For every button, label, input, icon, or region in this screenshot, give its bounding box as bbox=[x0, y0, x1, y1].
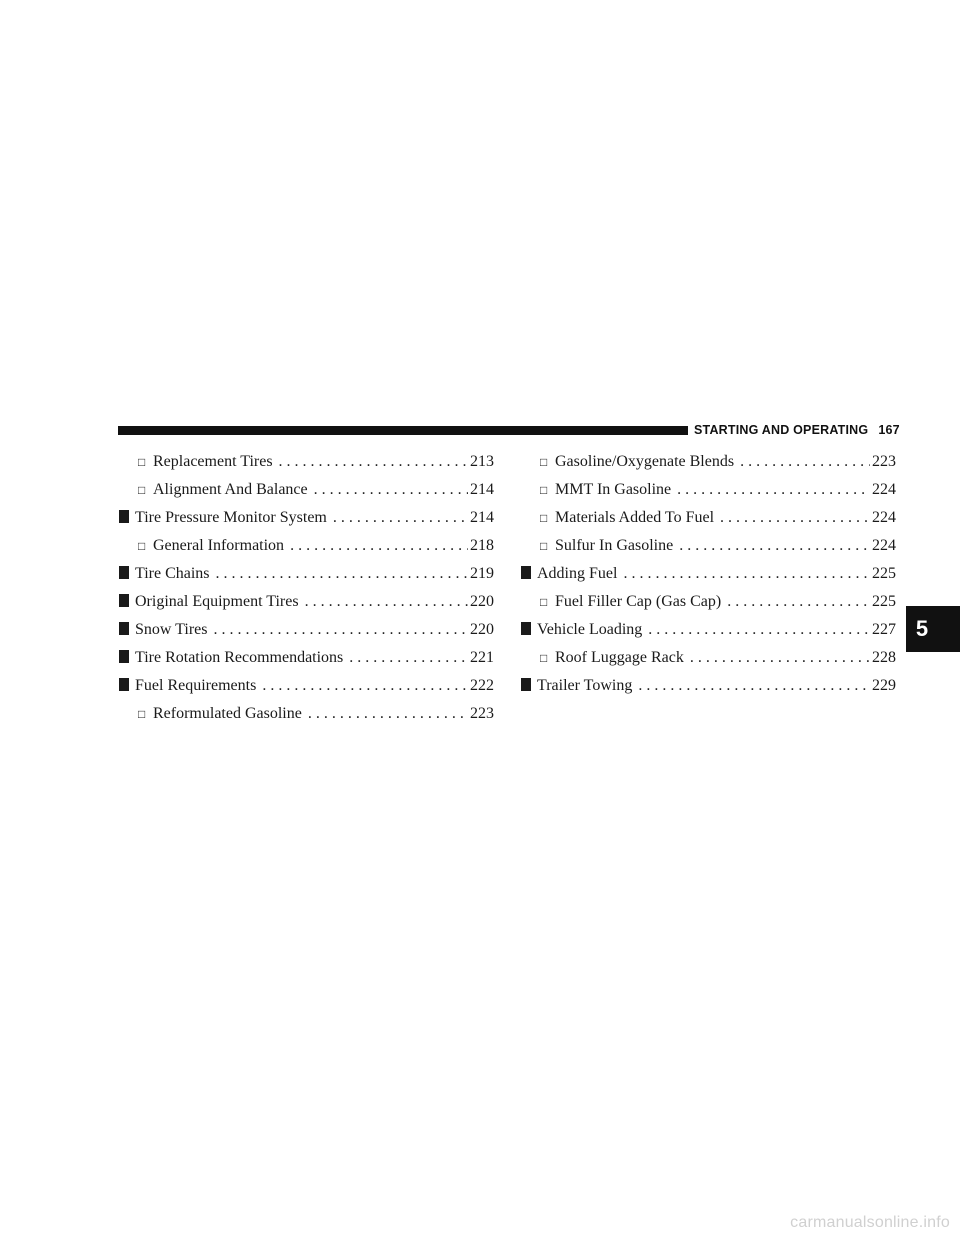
toc-entry-title: Adding Fuel bbox=[537, 565, 618, 582]
filled-square-bullet-icon bbox=[521, 678, 531, 691]
dot-leader bbox=[648, 616, 870, 644]
open-square-bullet-icon: □ bbox=[540, 483, 548, 497]
toc-entry-title: MMT In Gasoline bbox=[555, 481, 672, 498]
dot-leader bbox=[262, 672, 468, 700]
open-square-bullet-icon: □ bbox=[540, 511, 548, 525]
dot-leader bbox=[290, 532, 468, 560]
toc-entry-page: 221 bbox=[470, 649, 494, 666]
toc-entry-page: 220 bbox=[470, 593, 494, 610]
dot-leader bbox=[679, 532, 870, 560]
watermark: carmanualsonline.info bbox=[790, 1214, 950, 1231]
open-square-bullet-icon: □ bbox=[138, 707, 146, 721]
toc-entry[interactable] bbox=[119, 616, 494, 644]
dot-leader bbox=[677, 476, 870, 504]
open-square-bullet-icon: □ bbox=[138, 483, 146, 497]
dot-leader bbox=[333, 504, 468, 532]
open-square-bullet-icon: □ bbox=[138, 455, 146, 469]
toc-entry-title: Vehicle Loading bbox=[537, 621, 643, 638]
dot-leader bbox=[727, 588, 870, 616]
toc-entry-page: 223 bbox=[872, 453, 896, 470]
dot-leader bbox=[314, 476, 468, 504]
toc-entry-title: Replacement Tires bbox=[153, 453, 273, 470]
toc-entry[interactable] bbox=[119, 588, 494, 616]
open-square-bullet-icon: □ bbox=[540, 455, 548, 469]
page-number: 167 bbox=[878, 423, 900, 437]
filled-square-bullet-icon bbox=[521, 622, 531, 635]
dot-leader bbox=[690, 644, 870, 672]
toc-entry-page: 227 bbox=[872, 621, 896, 638]
toc-entry[interactable] bbox=[521, 560, 896, 588]
running-header bbox=[694, 421, 900, 439]
toc-entry[interactable] bbox=[521, 644, 896, 672]
toc-entry-title: Fuel Filler Cap (Gas Cap) bbox=[555, 593, 722, 610]
toc-entry-title: Reformulated Gasoline bbox=[153, 705, 302, 722]
open-square-bullet-icon: □ bbox=[540, 595, 548, 609]
toc-entry[interactable] bbox=[119, 448, 494, 476]
header-rule bbox=[118, 426, 688, 435]
toc-entry-page: 225 bbox=[872, 565, 896, 582]
filled-square-bullet-icon bbox=[119, 594, 129, 607]
open-square-bullet-icon: □ bbox=[540, 539, 548, 553]
toc-entry[interactable] bbox=[119, 672, 494, 700]
toc-entry-title: Fuel Requirements bbox=[135, 677, 257, 694]
toc-entry-page: 224 bbox=[872, 481, 896, 498]
toc-entry-page: 224 bbox=[872, 509, 896, 526]
section-title: STARTING AND OPERATING bbox=[694, 423, 869, 437]
toc-entry-title: Alignment And Balance bbox=[153, 481, 308, 498]
filled-square-bullet-icon bbox=[119, 678, 129, 691]
dot-leader bbox=[279, 448, 468, 476]
dot-leader bbox=[638, 672, 870, 700]
toc-entry[interactable] bbox=[119, 644, 494, 672]
toc-entry-title: Tire Pressure Monitor System bbox=[135, 509, 327, 526]
dot-leader bbox=[213, 616, 468, 644]
dot-leader bbox=[308, 700, 468, 728]
toc-entry[interactable] bbox=[521, 616, 896, 644]
toc-entry-title: Tire Rotation Recommendations bbox=[135, 649, 344, 666]
toc-entry[interactable] bbox=[521, 476, 896, 504]
toc-entry-page: 228 bbox=[872, 649, 896, 666]
toc-entry-page: 229 bbox=[872, 677, 896, 694]
open-square-bullet-icon: □ bbox=[138, 539, 146, 553]
toc-entry[interactable] bbox=[521, 504, 896, 532]
toc-entry-title: Trailer Towing bbox=[537, 677, 633, 694]
toc-entry-title: Sulfur In Gasoline bbox=[555, 537, 674, 554]
dot-leader bbox=[349, 644, 468, 672]
toc-entry[interactable] bbox=[119, 504, 494, 532]
dot-leader bbox=[216, 560, 468, 588]
toc-entry-page: 223 bbox=[470, 705, 494, 722]
toc-entry-page: 213 bbox=[470, 453, 494, 470]
toc-entry-title: Roof Luggage Rack bbox=[555, 649, 684, 666]
toc-column-left bbox=[119, 448, 494, 728]
toc-entry[interactable] bbox=[521, 532, 896, 560]
dot-leader bbox=[740, 448, 870, 476]
toc-entry-title: Gasoline/Oxygenate Blends bbox=[555, 453, 735, 470]
toc-entry-title: Original Equipment Tires bbox=[135, 593, 299, 610]
toc-entry-page: 214 bbox=[470, 481, 494, 498]
filled-square-bullet-icon bbox=[119, 510, 129, 523]
toc-column-right bbox=[521, 448, 896, 700]
toc-entry-title: Snow Tires bbox=[135, 621, 208, 638]
filled-square-bullet-icon bbox=[119, 566, 129, 579]
toc-entry-page: 220 bbox=[470, 621, 494, 638]
toc-entry-page: 225 bbox=[872, 593, 896, 610]
toc-entry-page: 224 bbox=[872, 537, 896, 554]
toc-entry-page: 214 bbox=[470, 509, 494, 526]
toc-entry[interactable] bbox=[521, 588, 896, 616]
filled-square-bullet-icon bbox=[521, 566, 531, 579]
dot-leader bbox=[305, 588, 468, 616]
toc-entry-page: 219 bbox=[470, 565, 494, 582]
filled-square-bullet-icon bbox=[119, 650, 129, 663]
toc-entry[interactable] bbox=[119, 700, 494, 728]
toc-entry[interactable] bbox=[521, 448, 896, 476]
open-square-bullet-icon: □ bbox=[540, 651, 548, 665]
dot-leader bbox=[720, 504, 870, 532]
dot-leader bbox=[623, 560, 870, 588]
toc-entry-title: Tire Chains bbox=[135, 565, 210, 582]
toc-entry[interactable] bbox=[521, 672, 896, 700]
toc-entry[interactable] bbox=[119, 532, 494, 560]
toc-entry-title: General Information bbox=[153, 537, 285, 554]
filled-square-bullet-icon bbox=[119, 622, 129, 635]
toc-entry-page: 222 bbox=[470, 677, 494, 694]
toc-entry[interactable] bbox=[119, 476, 494, 504]
toc-entry[interactable] bbox=[119, 560, 494, 588]
chapter-tab: 5 bbox=[906, 606, 960, 652]
toc-entry-page: 218 bbox=[470, 537, 494, 554]
toc-entry-title: Materials Added To Fuel bbox=[555, 509, 715, 526]
